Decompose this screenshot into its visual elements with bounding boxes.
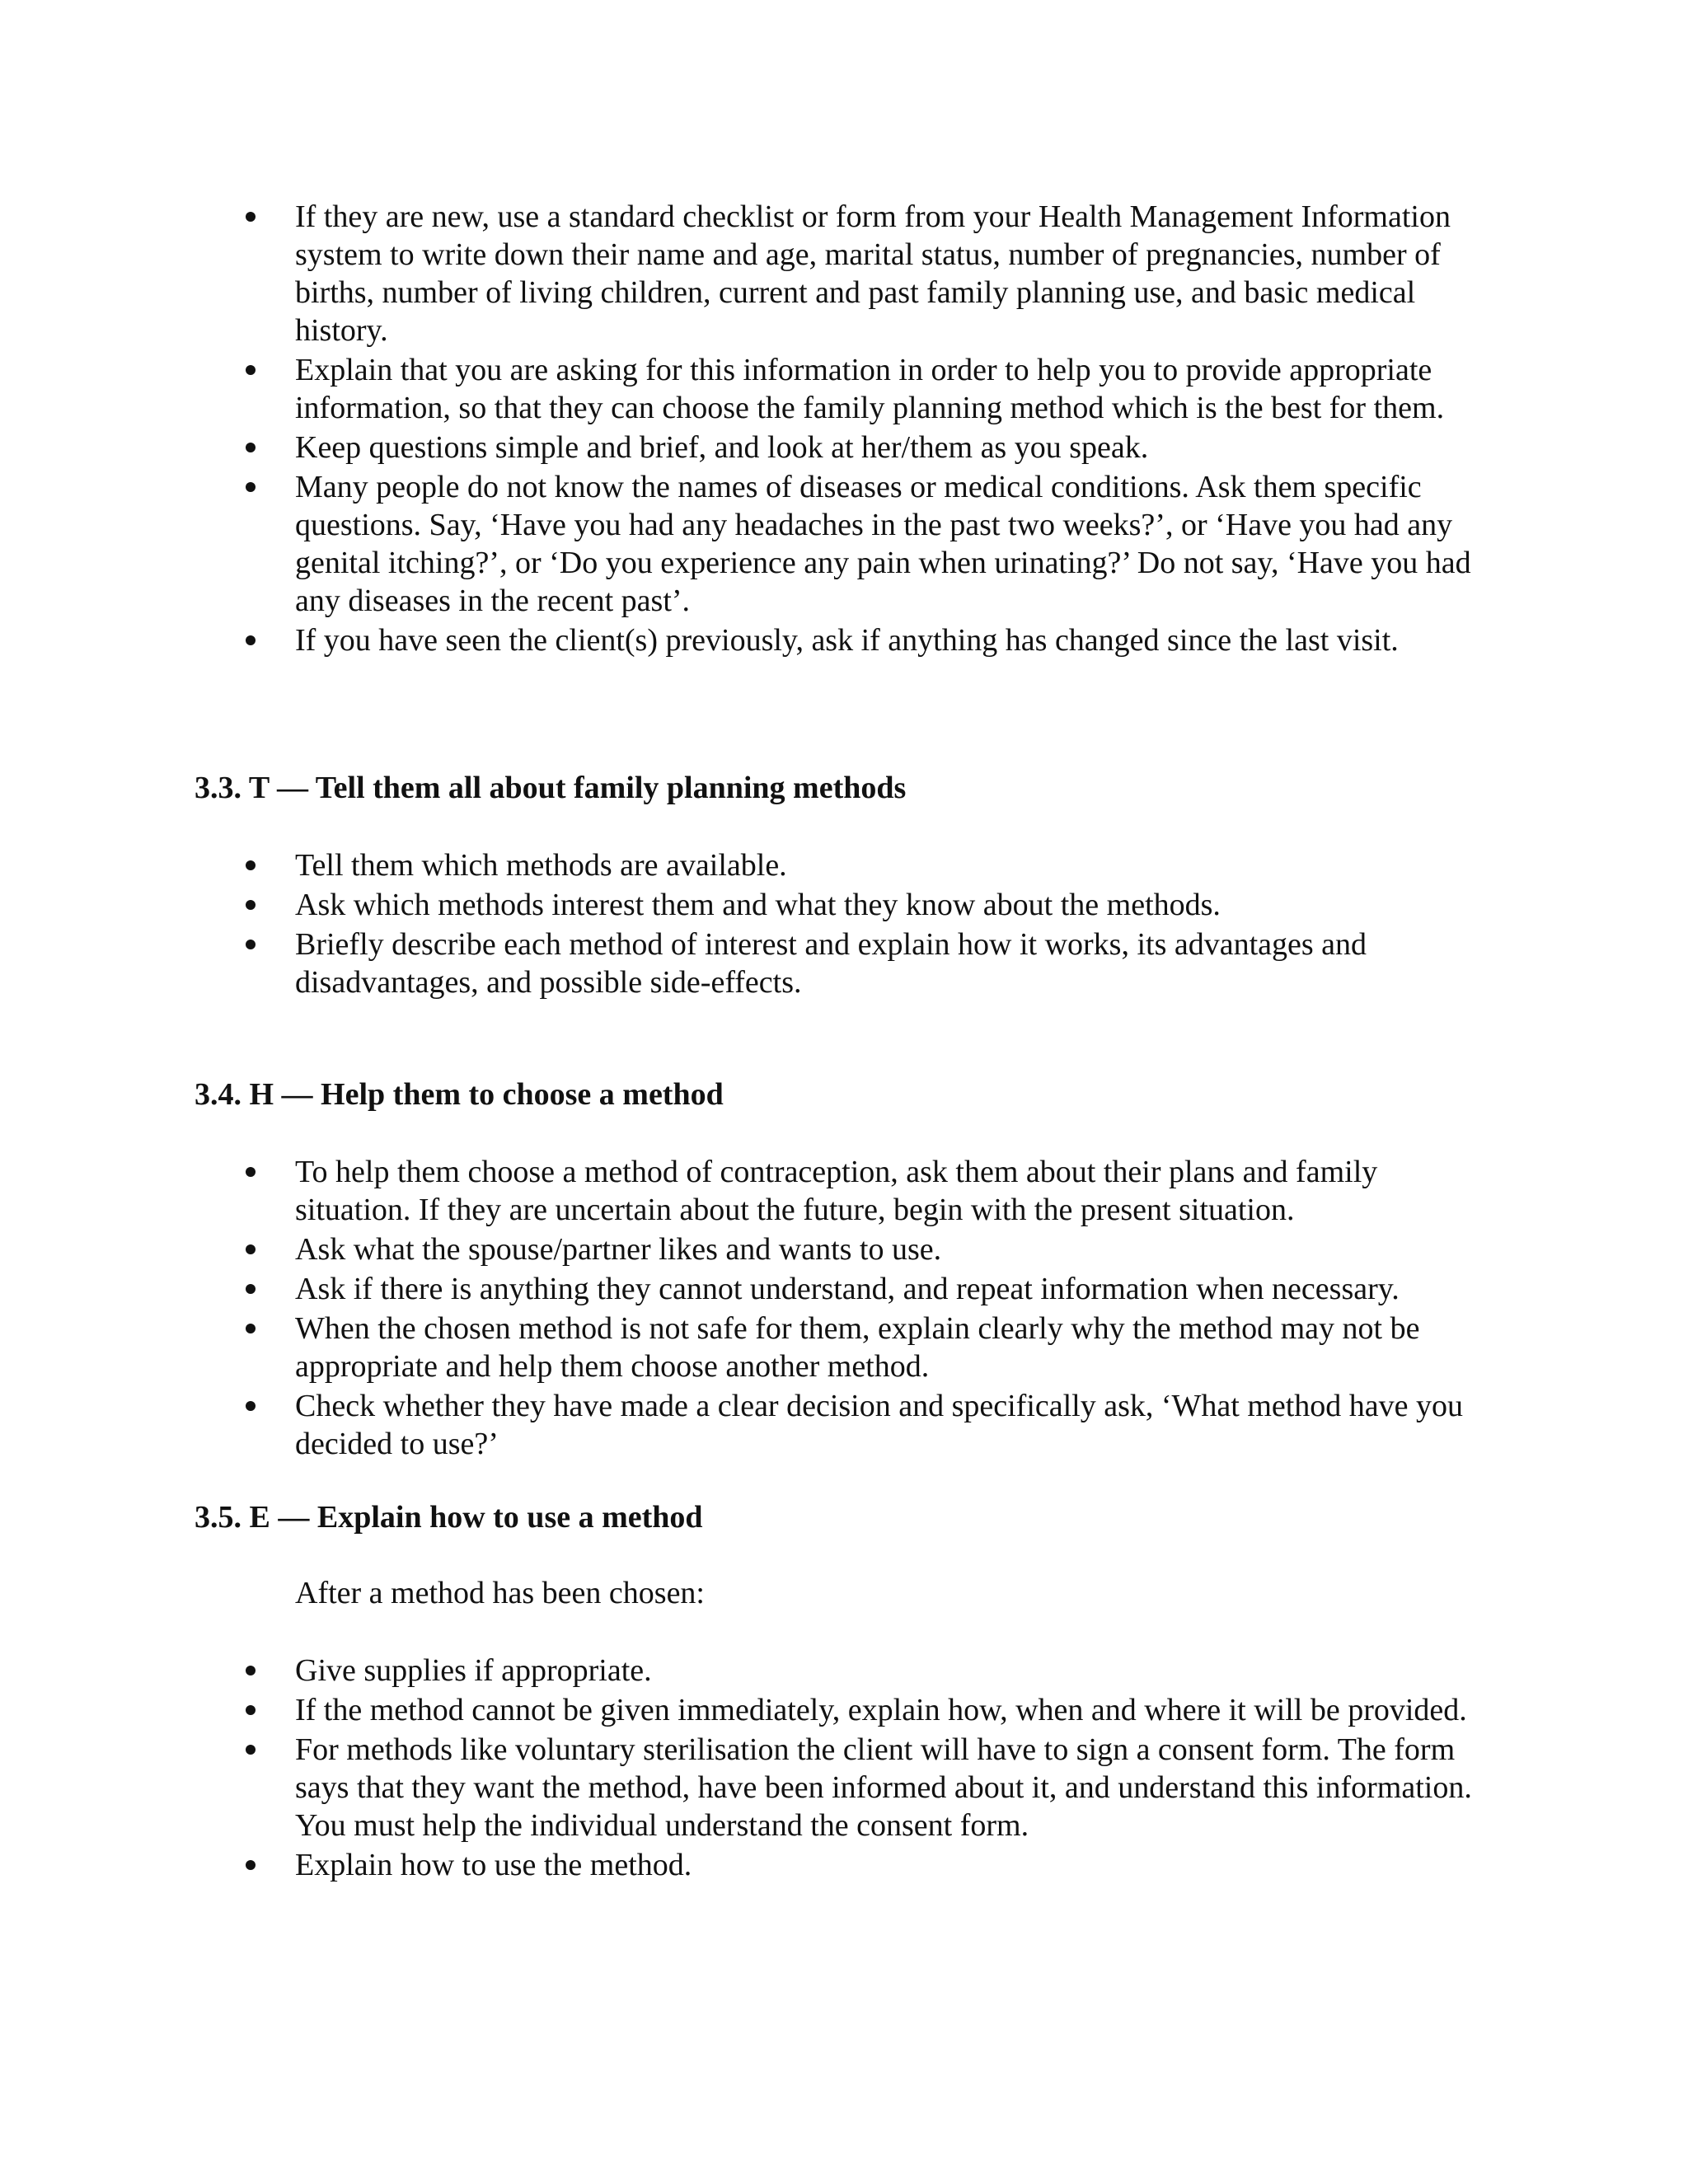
list-item: To help them choose a method of contraception, ask them about their plans and family situation. If they are uncertain about the future, begin with the present situation.	[0, 1153, 1688, 1229]
bullet-icon	[246, 635, 256, 645]
section-3-5-intro: After a method has been chosen:	[295, 1576, 705, 1610]
intake-guidance-list	[0, 198, 1688, 661]
bullet-icon	[246, 1401, 256, 1411]
bullet-icon	[246, 1324, 256, 1333]
bullet-icon	[246, 365, 256, 375]
bullet-icon	[246, 1666, 256, 1675]
list-item: Check whether they have made a clear decision and specifically ask, ‘What method have you decided to use?’	[0, 1387, 1688, 1463]
list-item: Ask what the spouse/partner likes and wants to use.	[0, 1230, 1688, 1268]
list-item: Many people do not know the names of diseases or medical conditions. Ask them specific questions. Say, ‘Have you had any headaches in the past two weeks?’, or ‘Have you had any genital itching?’, or ‘Do you experience any pain when urinating?’ Do not say, ‘Have you had any diseases in the recent past’.	[0, 468, 1688, 620]
list-item: Explain that you are asking for this information in order to help you to provide appropriate information, so that they can choose the family planning method which is the best for them.	[0, 351, 1688, 427]
bullet-icon	[246, 1705, 256, 1715]
list-item: Explain how to use the method.	[0, 1846, 1688, 1884]
list-item: When the chosen method is not safe for them, explain clearly why the method may not be appropriate and help them choose another method.	[0, 1310, 1688, 1385]
section-heading-3-3: 3.3. T — Tell them all about family planning methods	[195, 771, 907, 805]
section-heading-3-4: 3.4. H — Help them to choose a method	[195, 1077, 724, 1112]
list-item: Keep questions simple and brief, and look at her/them as you speak.	[0, 429, 1688, 466]
list-item: If the method cannot be given immediately, explain how, when and where it will be provided.	[0, 1691, 1688, 1729]
bullet-icon	[246, 212, 256, 222]
bullet-icon	[246, 1167, 256, 1177]
section-3-4-list	[0, 1153, 1688, 1465]
list-item: Ask which methods interest them and what they know about the methods.	[0, 886, 1688, 924]
bullet-icon	[246, 482, 256, 492]
section-3-3-list	[0, 846, 1688, 1003]
list-item: If they are new, use a standard checklist or form from your Health Management Information system to write down their name and age, marital status, number of pregnancies, number of births, number of living children, current and past family planning use, and basic medical history.	[0, 198, 1688, 349]
bullet-icon	[246, 900, 256, 910]
list-item: Tell them which methods are available.	[0, 846, 1688, 884]
list-item: For methods like voluntary sterilisation the client will have to sign a consent form. The form says that they want the method, have been informed about it, and understand this information. You must help the individual understand the consent form.	[0, 1731, 1688, 1844]
bullet-icon	[246, 1860, 256, 1870]
bullet-icon	[246, 1244, 256, 1254]
bullet-icon	[246, 860, 256, 870]
bullet-icon	[246, 940, 256, 949]
bullet-icon	[246, 443, 256, 452]
list-item: If you have seen the client(s) previously, ask if anything has changed since the last visit.	[0, 621, 1688, 659]
list-item: Briefly describe each method of interest and explain how it works, its advantages and disadvantages, and possible side-effects.	[0, 926, 1688, 1001]
section-3-5-list	[0, 1652, 1688, 1886]
list-item: Give supplies if appropriate.	[0, 1652, 1688, 1690]
bullet-icon	[246, 1284, 256, 1294]
list-item: Ask if there is anything they cannot understand, and repeat information when necessary.	[0, 1270, 1688, 1308]
section-heading-3-5: 3.5. E — Explain how to use a method	[195, 1500, 703, 1535]
bullet-icon	[246, 1745, 256, 1755]
